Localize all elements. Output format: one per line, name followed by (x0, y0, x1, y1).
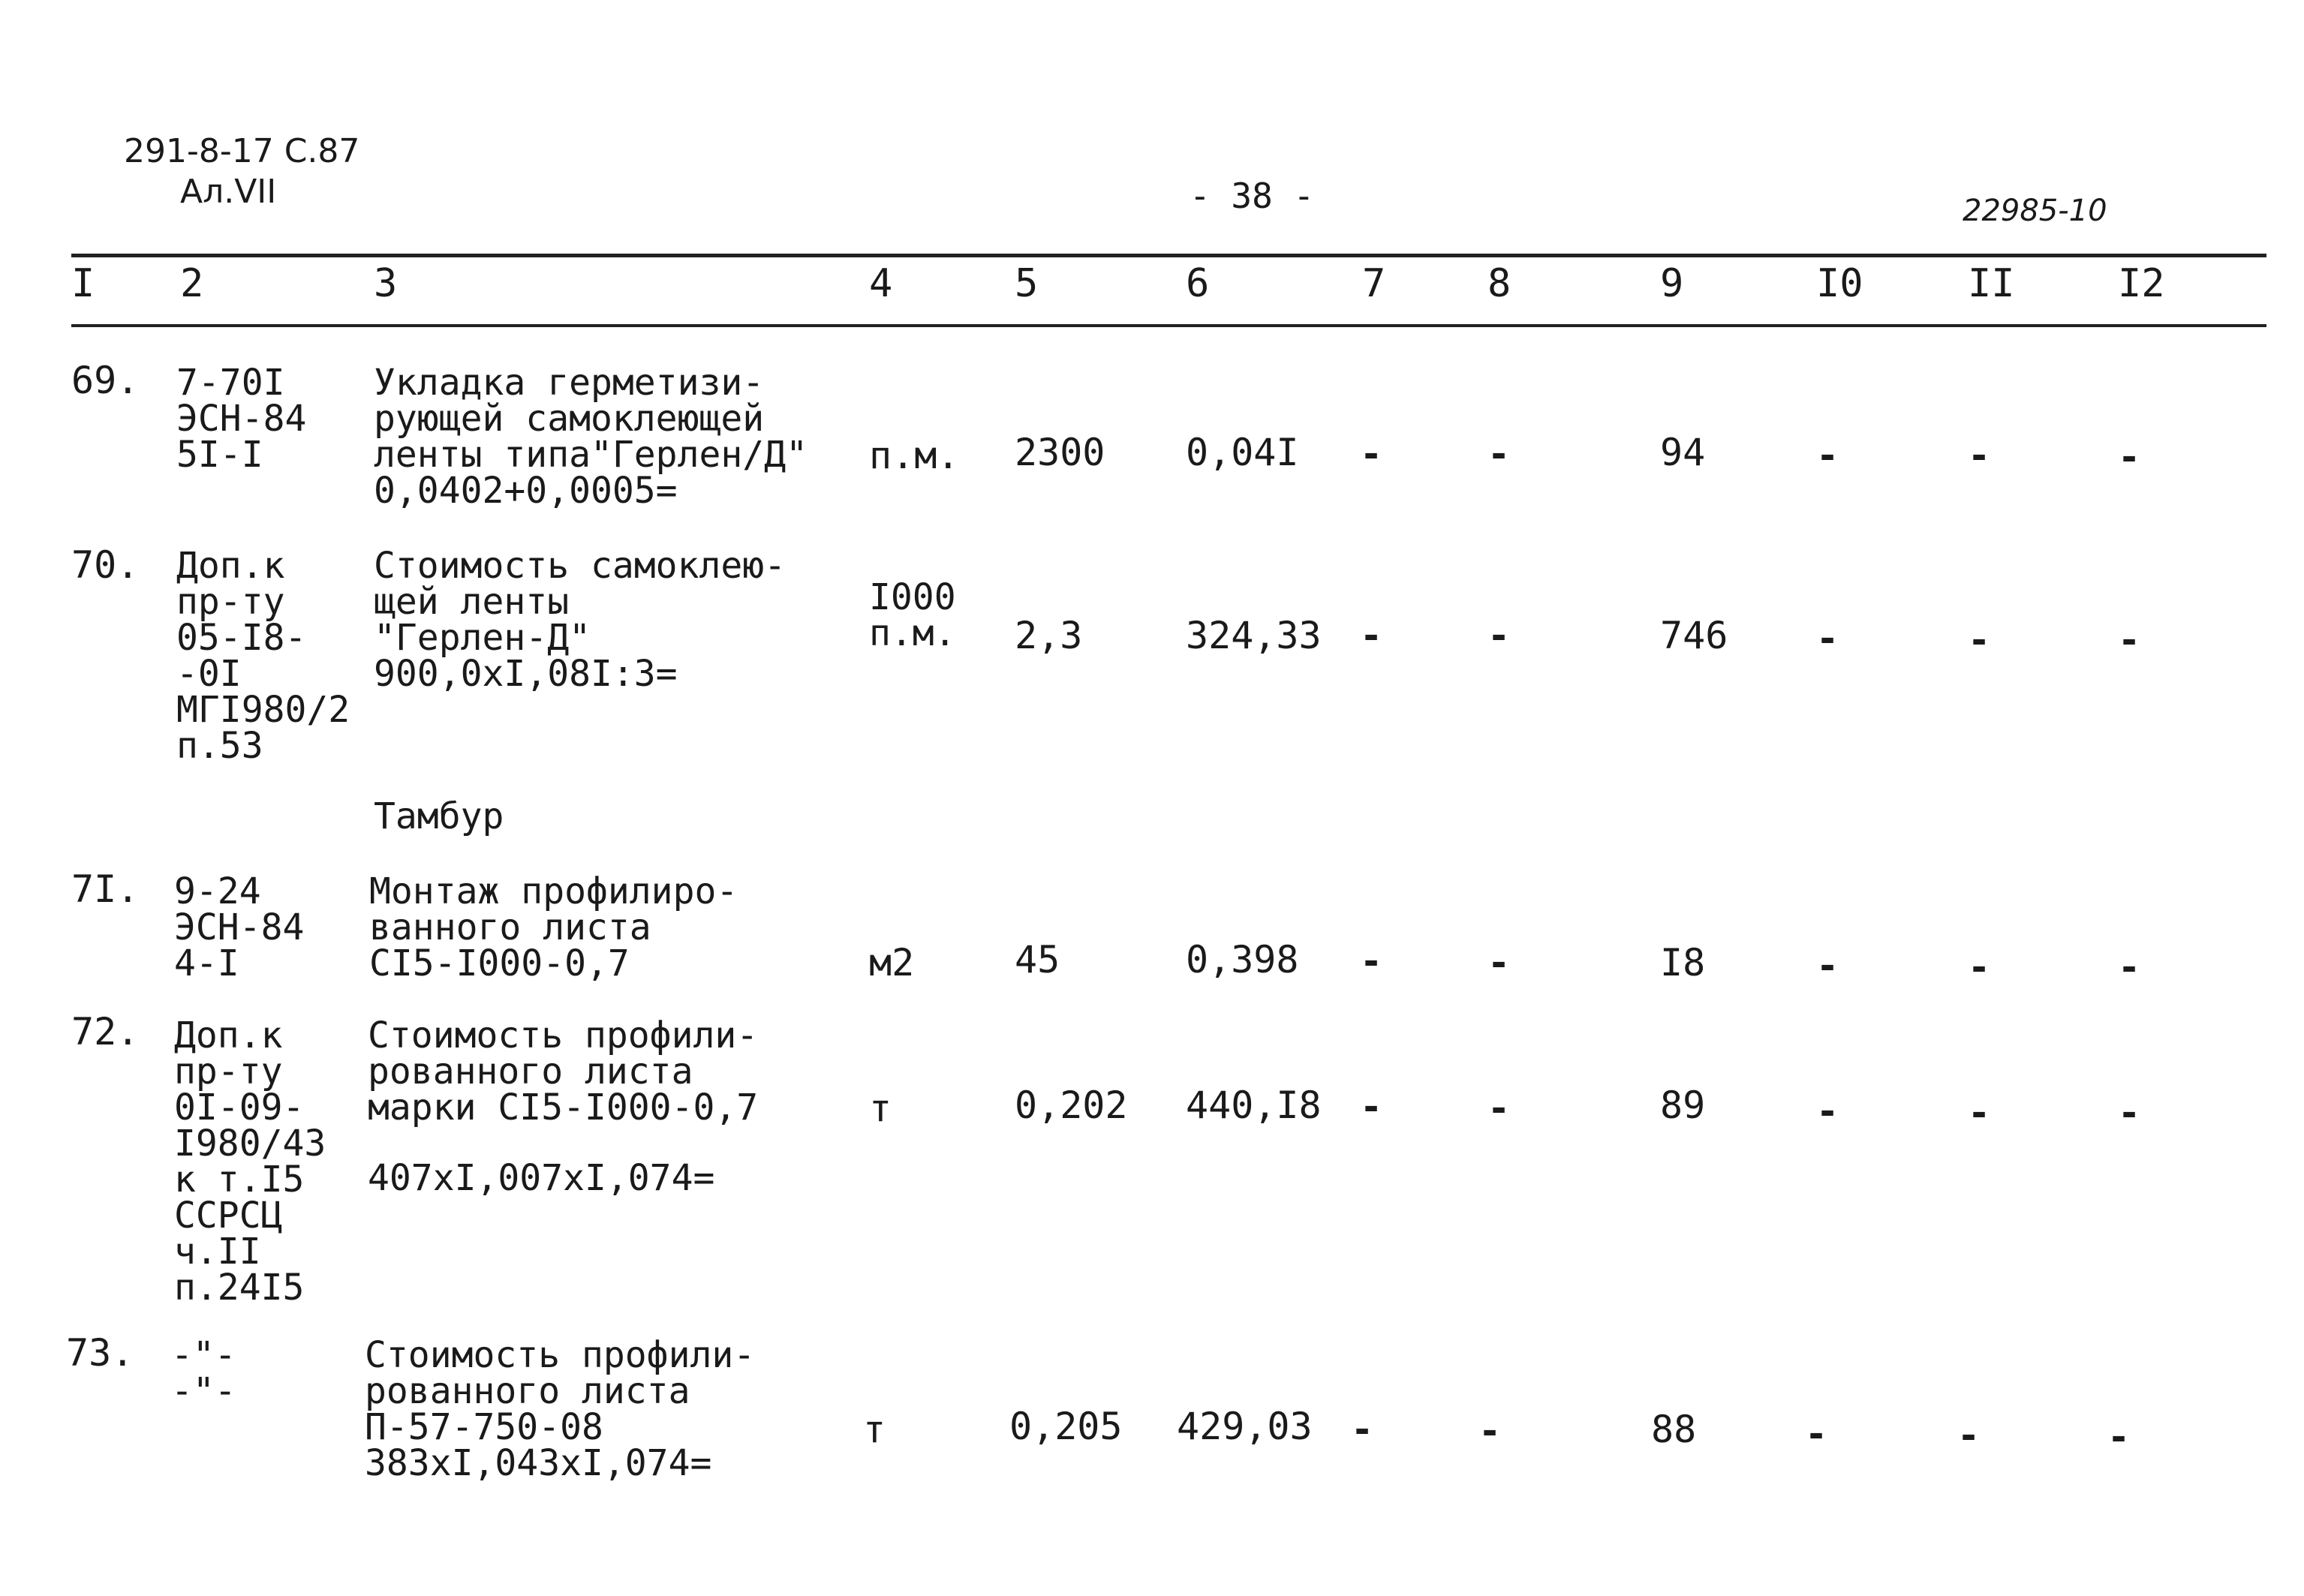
col11-value: - (1968, 945, 1991, 989)
unit-price: 429,03 (1177, 1405, 1313, 1448)
unit: I000 п.м. (869, 576, 956, 654)
quantity: 45 (1015, 938, 1060, 981)
quantity: 2,3 (1015, 614, 1083, 657)
row-number: 72. (71, 1010, 140, 1053)
total-cost: 94 (1660, 431, 1706, 474)
row-number: 7I. (71, 867, 140, 911)
col10-value: - (1805, 1412, 1828, 1456)
unit-price: 0,398 (1186, 938, 1299, 981)
document-code: 291-8-17 С.87 (124, 132, 360, 170)
column-header: 9 (1660, 261, 1684, 306)
total-cost: I8 (1660, 941, 1706, 984)
reference-code: 7-70I ЭСН-84 5I-I (176, 362, 307, 476)
reference-code: Доп.к пр-ту 0I-09- I980/43 к т.I5 ССРСЦ ч.II п.24I5 (174, 1014, 326, 1309)
unit-price: 324,33 (1186, 614, 1322, 657)
unit: п.м. (869, 434, 960, 477)
col11-value: - (1968, 434, 1991, 477)
header-rule-top (71, 254, 2266, 257)
row-number: 69. (71, 359, 140, 402)
column-header: 4 (869, 261, 893, 306)
reference-code: -"- -"- (171, 1334, 236, 1412)
col12-value: - (2107, 1415, 2131, 1459)
col7-value: - (1351, 1408, 1374, 1451)
col8-value: - (1478, 1409, 1502, 1453)
page-number: - 38 - (1190, 176, 1315, 216)
quantity: 0,205 (1009, 1405, 1123, 1448)
reference-code: Доп.к пр-ту 05-I8- -0I МГI980/2 п.53 (176, 545, 350, 767)
column-header: 3 (374, 261, 398, 306)
col12-value: - (2118, 618, 2141, 662)
unit: м2 (869, 941, 915, 984)
album-label: Ал.VII (180, 173, 277, 211)
unit: т (869, 1087, 892, 1130)
column-header: 5 (1015, 261, 1039, 306)
row-number: 73. (66, 1331, 134, 1375)
col7-value: - (1360, 939, 1383, 983)
col10-value: - (1816, 944, 1839, 987)
column-header: I0 (1816, 261, 1863, 306)
work-description: Стоимость профили- рованного листа марки СI5-I000-0,7 (368, 1014, 759, 1129)
col12-value: - (2118, 435, 2141, 479)
section-label: Тамбур (374, 795, 504, 837)
col8-value: - (1487, 941, 1511, 984)
column-header: I (71, 261, 95, 306)
unit-price: 0,04I (1186, 431, 1299, 474)
total-cost: 88 (1651, 1408, 1697, 1451)
column-header: 2 (180, 261, 204, 306)
total-cost: 89 (1660, 1084, 1706, 1127)
col11-value: - (1968, 1091, 1991, 1135)
row-number: 70. (71, 543, 140, 587)
col7-value: - (1360, 1085, 1383, 1129)
col11-value: - (1957, 1414, 1981, 1457)
col7-value: - (1360, 614, 1383, 657)
quantity: 2300 (1015, 431, 1105, 474)
quantity: 0,202 (1015, 1084, 1128, 1127)
col11-value: - (1968, 618, 1991, 662)
unit-price: 440,I8 (1186, 1084, 1322, 1127)
work-description: Укладка герметизи- рующей самоклеющей ленты типа"Герлен/Д" 0,0402+0,0005= (374, 362, 808, 512)
col7-value: - (1360, 432, 1383, 476)
column-header: 8 (1487, 261, 1511, 306)
col12-value: - (2118, 1091, 2141, 1135)
work-description: Монтаж профилиро- ванного листа СI5-I000-0,7 (369, 870, 738, 984)
column-header: II (1968, 261, 2015, 306)
work-description-formula: 407хI,007хI,074= (368, 1157, 715, 1199)
col8-value: - (1487, 432, 1511, 476)
col10-value: - (1816, 434, 1839, 477)
col10-value: - (1816, 617, 1839, 660)
column-header: 6 (1186, 261, 1210, 306)
col10-value: - (1816, 1090, 1839, 1133)
column-header: 7 (1362, 261, 1386, 306)
col12-value: - (2118, 945, 2141, 989)
work-description: Стоимость самоклею- щей ленты "Герлен-Д" 900,0хI,08I:3= (374, 545, 787, 695)
work-description: Стоимость профили- рованного листа П-57-750-08 383хI,043хI,074= (365, 1334, 756, 1484)
col8-value: - (1487, 614, 1511, 657)
handwritten-code: 22985-10 (1963, 194, 2107, 228)
total-cost: 746 (1660, 614, 1728, 657)
reference-code: 9-24 ЭСН-84 4-I (174, 870, 305, 984)
col8-value: - (1487, 1087, 1511, 1130)
column-header: I2 (2118, 261, 2165, 306)
header-rule-bottom (71, 324, 2266, 327)
unit: т (863, 1408, 886, 1451)
